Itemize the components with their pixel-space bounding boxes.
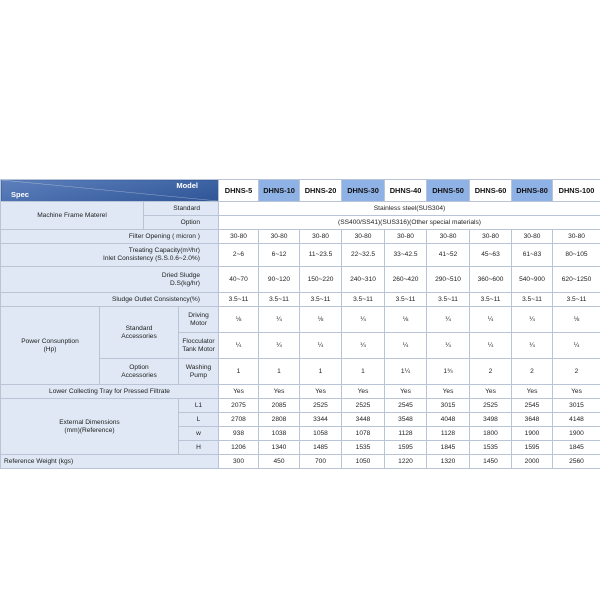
cell-value: (SS400/SS41)(SUS316)(Other special materials)	[219, 216, 600, 230]
cell-value: 1535	[342, 441, 385, 455]
row-label-line: Power Consunption	[21, 337, 79, 345]
sub-label-line: Standard	[125, 324, 153, 332]
cell-value: 2~6	[219, 244, 259, 267]
cell-value: 450	[259, 455, 300, 469]
cell-value: 1038	[259, 427, 300, 441]
cell-value: ¼	[553, 333, 600, 359]
cell-value: 30-80	[219, 230, 259, 244]
cell-value: 3.5~11	[259, 293, 300, 307]
cell-value: 1320	[427, 455, 470, 469]
cell-value: Yes	[512, 385, 553, 399]
cell-value: 2525	[342, 399, 385, 413]
table-row	[1, 202, 600, 216]
cell-value: 3648	[512, 413, 553, 427]
cell-value: 1845	[427, 441, 470, 455]
sub-label: L1	[179, 399, 219, 413]
cell-value: ¼	[470, 307, 512, 333]
model-header: DHNS-60	[470, 180, 512, 202]
table-row	[1, 307, 600, 333]
cell-value: ¼	[427, 333, 470, 359]
sub-label: Standard	[144, 202, 219, 216]
sub-label	[179, 307, 219, 333]
cell-value: 30-80	[259, 230, 300, 244]
cell-value: Yes	[219, 385, 259, 399]
row-label-line: Dried Sludge	[161, 271, 200, 279]
row-label: Reference Weight (kgs)	[1, 455, 219, 469]
cell-value: 1595	[512, 441, 553, 455]
cell-value: ⅛	[553, 307, 600, 333]
cell-value: 40~70	[219, 267, 259, 293]
cell-value: 1535	[470, 441, 512, 455]
cell-value: 3548	[385, 413, 427, 427]
row-label: Filter Opening ( micron )	[1, 230, 219, 244]
cell-value: 3498	[470, 413, 512, 427]
cell-value: 540~900	[512, 267, 553, 293]
cell-value: 1128	[385, 427, 427, 441]
cell-value: 80~105	[553, 244, 600, 267]
cell-value: ⅛	[385, 307, 427, 333]
sub-label-line: Pump	[189, 371, 208, 379]
cell-value: 620~1250	[553, 267, 600, 293]
table-row	[1, 399, 600, 413]
cell-value: ¼	[259, 333, 300, 359]
cell-value: 30-80	[553, 230, 600, 244]
cell-value: ⅛	[300, 307, 342, 333]
cell-value: ¼	[512, 307, 553, 333]
cell-value: 30-80	[385, 230, 427, 244]
cell-value: Yes	[470, 385, 512, 399]
cell-value: 3344	[300, 413, 342, 427]
cell-value: 1485	[300, 441, 342, 455]
row-label	[1, 244, 219, 267]
cell-value: 4148	[553, 413, 600, 427]
cell-value: 700	[300, 455, 342, 469]
cell-value: 1¾	[427, 359, 470, 385]
cell-value: 3.5~11	[385, 293, 427, 307]
cell-value: 1	[342, 359, 385, 385]
cell-value: Yes	[259, 385, 300, 399]
cell-value: Stainless steel(SUS304)	[219, 202, 600, 216]
cell-value: 938	[219, 427, 259, 441]
row-label-line: External Dimensions	[59, 418, 120, 426]
table-row	[1, 293, 600, 307]
cell-value: ¼	[342, 333, 385, 359]
cell-value: ¼	[219, 333, 259, 359]
cell-value: 1050	[342, 455, 385, 469]
sub-label-line: Motor	[190, 319, 207, 327]
cell-value: ¼	[427, 307, 470, 333]
cell-value: 2545	[512, 399, 553, 413]
cell-value: 300	[219, 455, 259, 469]
spec-label: Spec	[11, 190, 29, 200]
model-header: DHNS-50	[427, 180, 470, 202]
cell-value: 1900	[553, 427, 600, 441]
cell-value: 30-80	[342, 230, 385, 244]
sub-label-line: Washing	[185, 363, 212, 371]
cell-value: Yes	[427, 385, 470, 399]
cell-value: 22~32.5	[342, 244, 385, 267]
cell-value: ¼	[470, 333, 512, 359]
cell-value: 2075	[219, 399, 259, 413]
cell-value: Yes	[385, 385, 427, 399]
cell-value: 1	[219, 359, 259, 385]
row-label	[1, 267, 219, 293]
cell-value: 1595	[385, 441, 427, 455]
cell-value: 1	[259, 359, 300, 385]
cell-value: 3015	[553, 399, 600, 413]
sub-label-line: Driving	[188, 311, 209, 319]
table-row	[1, 230, 600, 244]
cell-value: 30-80	[427, 230, 470, 244]
spec-model-header	[1, 180, 219, 202]
cell-value: 30-80	[470, 230, 512, 244]
cell-value: 2525	[300, 399, 342, 413]
sub-label	[179, 359, 219, 385]
cell-value: 1¼	[385, 359, 427, 385]
cell-value: 360~600	[470, 267, 512, 293]
table-row	[1, 385, 600, 399]
sub-label: L	[179, 413, 219, 427]
header-row	[1, 180, 600, 202]
cell-value: 3.5~11	[300, 293, 342, 307]
row-label: Sludge Outlet Consistency(%)	[1, 293, 219, 307]
cell-value: ¼	[342, 307, 385, 333]
cell-value: ¼	[259, 307, 300, 333]
sub-label: H	[179, 441, 219, 455]
cell-value: 3015	[427, 399, 470, 413]
cell-value: 150~220	[300, 267, 342, 293]
sub-label	[100, 307, 179, 359]
table-row	[1, 455, 600, 469]
cell-value: 1845	[553, 441, 600, 455]
model-header: DHNS-30	[342, 180, 385, 202]
cell-value: 3.5~11	[553, 293, 600, 307]
row-label-line: Inlet Consistency (S.S.0.6~2.0%)	[103, 255, 200, 262]
cell-value: 260~420	[385, 267, 427, 293]
row-label-line: Treating Capacity(m³/hr)	[128, 247, 200, 255]
row-label-line: (Hp)	[43, 345, 57, 353]
sub-label: Option	[144, 216, 219, 230]
model-header: DHNS-40	[385, 180, 427, 202]
row-label	[1, 399, 179, 455]
row-label-line: (mm)(Reference)	[64, 426, 115, 434]
cell-value: 1206	[219, 441, 259, 455]
cell-value: 2000	[512, 455, 553, 469]
model-label: Model	[176, 181, 198, 190]
table-row	[1, 267, 600, 293]
row-label: Lower Collecting Tray for Pressed Filtrate	[1, 385, 219, 399]
cell-value: 290~510	[427, 267, 470, 293]
model-header: DHNS-5	[219, 180, 259, 202]
cell-value: 2545	[385, 399, 427, 413]
cell-value: 30-80	[300, 230, 342, 244]
cell-value: 2	[512, 359, 553, 385]
cell-value: 2	[470, 359, 512, 385]
cell-value: 1128	[427, 427, 470, 441]
sub-label	[100, 359, 179, 385]
cell-value: 4048	[427, 413, 470, 427]
cell-value: 1340	[259, 441, 300, 455]
cell-value: 2525	[470, 399, 512, 413]
cell-value: 1450	[470, 455, 512, 469]
table-row	[1, 244, 600, 267]
model-header: DHNS-100	[553, 180, 600, 202]
cell-value: 45~63	[470, 244, 512, 267]
cell-value: 30-80	[512, 230, 553, 244]
spec-table	[0, 179, 600, 469]
cell-value: 1058	[300, 427, 342, 441]
row-label	[1, 307, 100, 385]
cell-value: 6~12	[259, 244, 300, 267]
cell-value: 3448	[342, 413, 385, 427]
sub-label-line: Flocculator	[182, 337, 215, 345]
cell-value: 1800	[470, 427, 512, 441]
row-label: Machine Frame Materel	[1, 202, 144, 230]
sub-label: w	[179, 427, 219, 441]
cell-value: ¼	[300, 333, 342, 359]
cell-value: 3.5~11	[427, 293, 470, 307]
sub-label	[179, 333, 219, 359]
sub-label-line: Accessories	[121, 371, 157, 379]
cell-value: 61~83	[512, 244, 553, 267]
cell-value: 3.5~11	[342, 293, 385, 307]
cell-value: ¼	[385, 333, 427, 359]
cell-value: Yes	[553, 385, 600, 399]
model-header: DHNS-80	[512, 180, 553, 202]
cell-value: ¼	[512, 333, 553, 359]
row-label-line: D.S(kg/hr)	[169, 279, 200, 287]
cell-value: 11~23.5	[300, 244, 342, 267]
sub-label-line: Accessories	[121, 332, 157, 340]
cell-value: 2808	[259, 413, 300, 427]
cell-value: 1078	[342, 427, 385, 441]
cell-value: 3.5~11	[219, 293, 259, 307]
cell-value: 2708	[219, 413, 259, 427]
model-header: DHNS-10	[259, 180, 300, 202]
cell-value: 33~42.5	[385, 244, 427, 267]
cell-value: 2	[553, 359, 600, 385]
cell-value: 3.5~11	[470, 293, 512, 307]
cell-value: 1	[300, 359, 342, 385]
sub-label-line: Tank Motor	[182, 345, 215, 353]
cell-value: 2560	[553, 455, 600, 469]
model-header: DHNS-20	[300, 180, 342, 202]
cell-value: 1220	[385, 455, 427, 469]
cell-value: 1900	[512, 427, 553, 441]
cell-value: 41~52	[427, 244, 470, 267]
cell-value: ⅛	[219, 307, 259, 333]
sub-label-line: Option	[129, 363, 149, 371]
cell-value: 240~310	[342, 267, 385, 293]
cell-value: Yes	[300, 385, 342, 399]
cell-value: Yes	[342, 385, 385, 399]
cell-value: 90~120	[259, 267, 300, 293]
cell-value: 3.5~11	[512, 293, 553, 307]
cell-value: 2085	[259, 399, 300, 413]
